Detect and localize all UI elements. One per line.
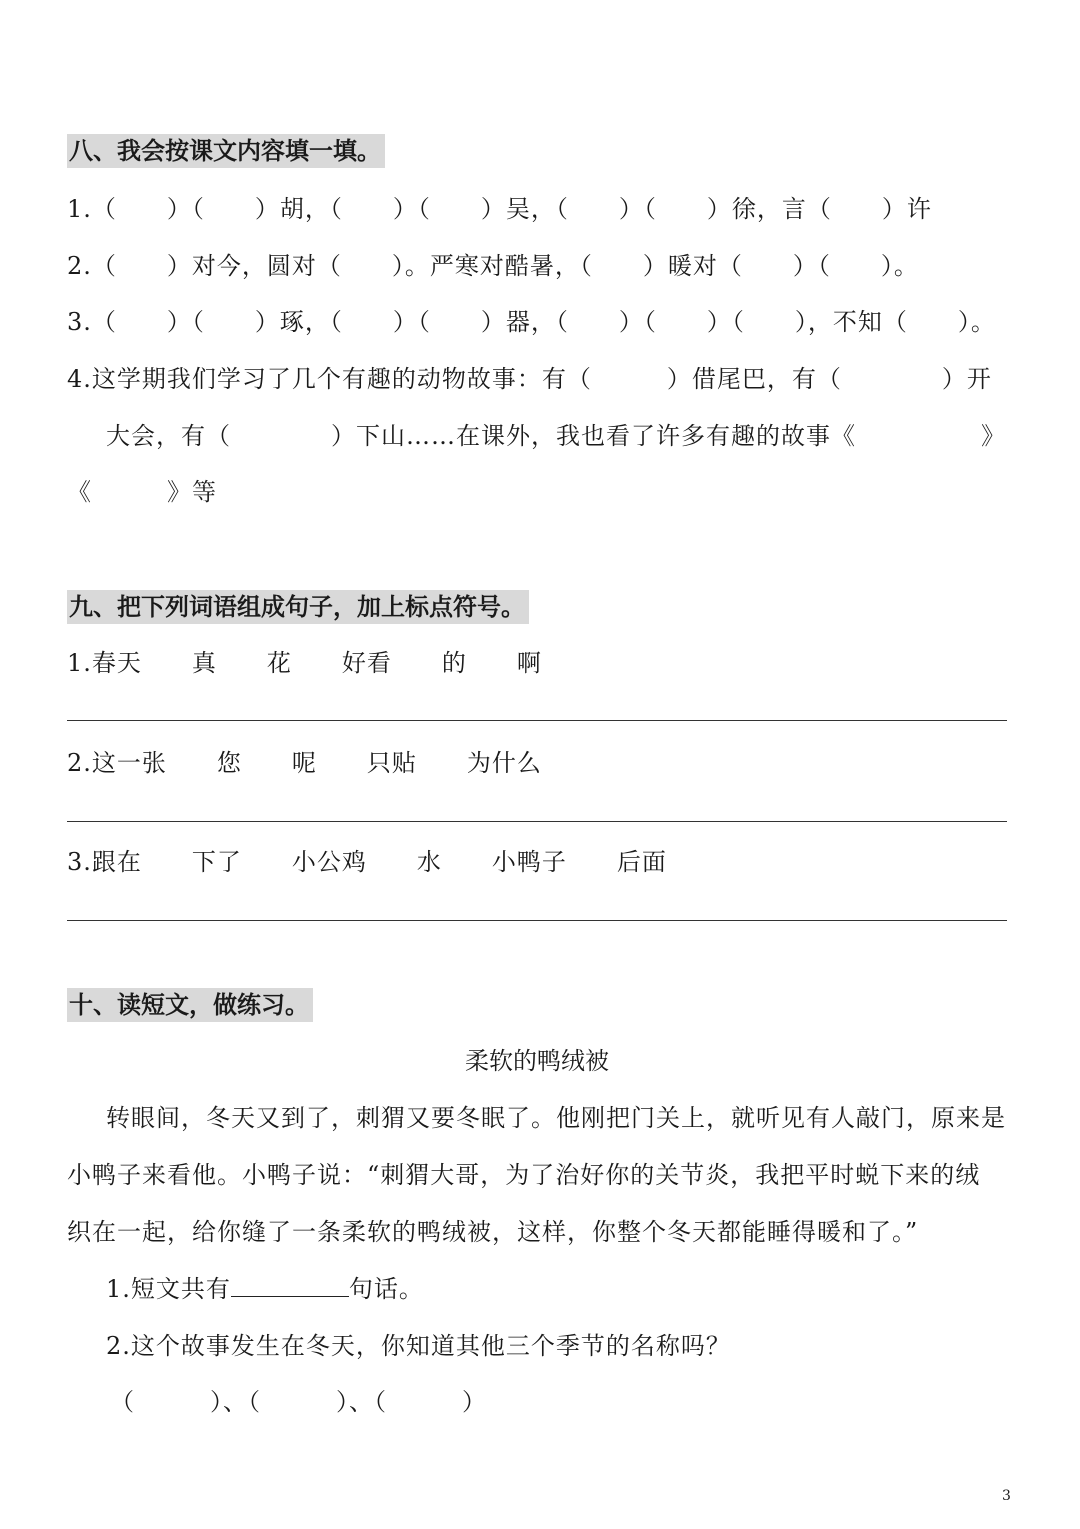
section-9-heading: 九、把下列词语组成句子，加上标点符号。 xyxy=(67,590,529,624)
answer-line-3[interactable] xyxy=(67,920,1007,921)
section-8-item-4: 4.这学期我们学习了几个有趣的动物故事：有（ ）借尾巴，有（ ）开 xyxy=(67,365,992,393)
section-9-item-1: 1.春天 真 花 好看 的 啊 xyxy=(67,649,542,677)
story-title: 柔软的鸭绒被 xyxy=(465,1047,609,1075)
section-8-item-3: 3.（ ）（ ）琢，（ ）（ ）器，（ ）（ ）（ ），不知（ ）。 xyxy=(67,308,996,336)
section-8-item-4-cont2: 《 》等 xyxy=(67,478,217,506)
section-10-heading: 十、读短文，做练习。 xyxy=(67,988,313,1022)
section-8-heading: 八、我会按课文内容填一填。 xyxy=(67,134,385,168)
story-paragraph-line-3: 织在一起，给你缝了一条柔软的鸭绒被，这样，你整个冬天都能睡得暖和了。” xyxy=(67,1218,919,1246)
section-9-item-2: 2.这一张 您 呢 只贴 为什么 xyxy=(67,749,542,777)
section-8-item-2: 2.（ ）对今，圆对（ ）。严寒对酷暑，（ ）暖对（ ）（ ）。 xyxy=(67,252,919,280)
story-paragraph-line-2: 小鸭子来看他。小鸭子说：“刺猬大哥，为了治好你的关节炎，我把平时蜕下来的绒 xyxy=(67,1161,981,1189)
section-8-item-1: 1.（ ）（ ）胡，（ ）（ ）吴，（ ）（ ）徐，言（ ）许 xyxy=(67,195,932,223)
story-paragraph-line-1: 转眼间，冬天又到了，刺猬又要冬眠了。他刚把门关上，就听见有人敲门，原来是 xyxy=(106,1104,1006,1132)
section-8-item-4-cont: 大会，有（ ）下山……在课外，我也看了许多有趣的故事《 》 xyxy=(106,422,1006,450)
section-9-item-3: 3.跟在 下了 小公鸡 水 小鸭子 后面 xyxy=(67,848,667,876)
page-number: 3 xyxy=(1002,1488,1011,1504)
answer-line-2[interactable] xyxy=(67,821,1007,822)
answer-line-1[interactable] xyxy=(67,720,1007,721)
question-2: 2.这个故事发生在冬天，你知道其他三个季节的名称吗？ xyxy=(106,1332,731,1360)
question-2-answer[interactable]: （ ）、（ ）、（ ） xyxy=(110,1388,487,1416)
question-1-prefix: 1.短文共有 xyxy=(106,1275,231,1303)
question-1-suffix: 句话。 xyxy=(348,1275,424,1303)
question-1-blank[interactable] xyxy=(231,1274,349,1297)
question-1 xyxy=(106,1274,424,1304)
